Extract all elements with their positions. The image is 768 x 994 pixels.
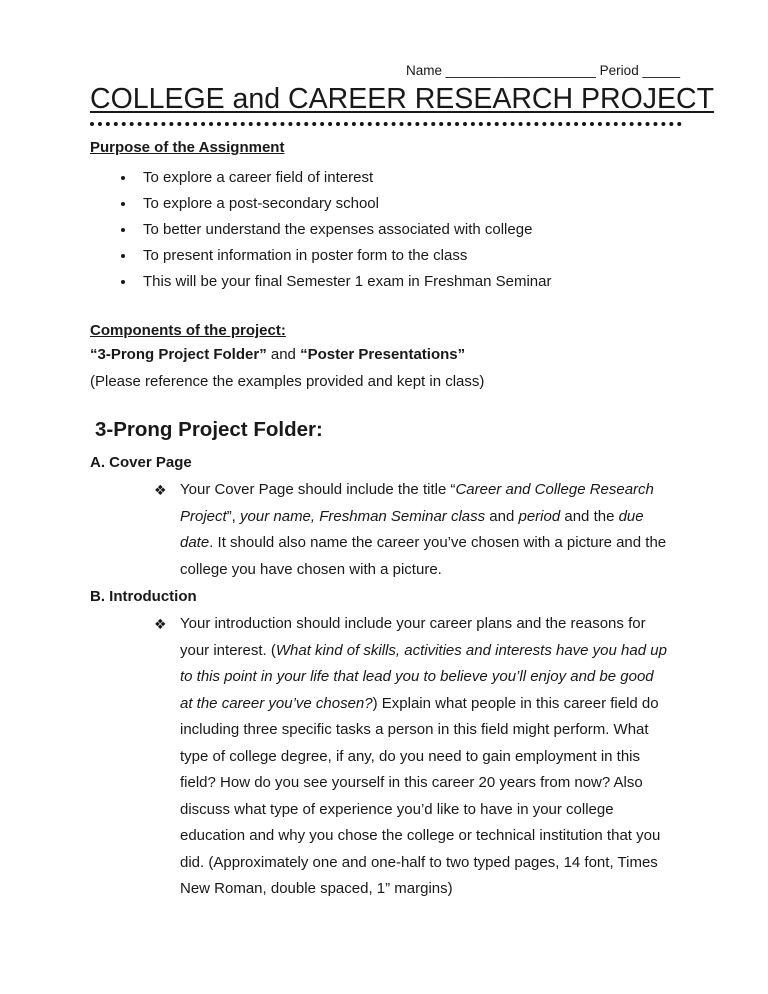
purpose-bullet-list [90, 165, 682, 295]
bullet-item: • To present information in poster form to the class [136, 243, 682, 269]
diamond-bullet-icon: ❖ [154, 616, 167, 632]
cover-page-paragraph [154, 477, 668, 583]
section-label-introduction: B. Introduction [90, 588, 197, 605]
diamond-bullet-icon: ❖ [154, 482, 167, 498]
bullet-item: • To explore a post-secondary school [136, 191, 682, 217]
components-heading: Components of the project: [90, 322, 286, 339]
name-period-line: Name ____________________ Period _____ [406, 63, 680, 78]
components-note: (Please reference the examples provided and kept in class) [90, 373, 485, 390]
purpose-heading: Purpose of the Assignment [90, 139, 285, 156]
components-line: “3-Prong Project Folder” and “Poster Presentations” [90, 346, 466, 363]
document-title: COLLEGE and CAREER RESEARCH PROJECT [90, 83, 715, 115]
section-label-cover-page: A. Cover Page [90, 454, 192, 471]
introduction-paragraph [154, 611, 668, 903]
bullet-item: • This will be your final Semester 1 exam in Freshman Seminar [136, 269, 682, 295]
cover-page-text: Your Cover Page should include the title “Career and College Research Project”, your name, Freshman Seminar class and period and the due date. It should also name the career you’ve chosen with a picture and the college you have chosen with a picture. [180, 481, 667, 578]
components-section [90, 321, 682, 395]
bullet-item: • To explore a career field of interest [136, 165, 682, 191]
title-dotted-divider [90, 82, 715, 126]
introduction-text: Your introduction should include your career plans and the reasons for your interest. (What kind of skills, activities and interests have you had up to this point in your life that lead you to believe you’ll enjoy and be good at the career you’ve chosen?) Explain what people in this career field do including three specific tasks a person in this field might perform. What type of college degree, if any, do you need to gain employment in this field? How do you see yourself in this career 20 years from now? Also discuss what type of experience you’d like to have in your college education and why you chose the college or technical institution that you did. (Approximately one and one-half to two typed pages, 14 font, Times New Roman, double spaced, 1” margins) [180, 615, 667, 897]
folder-heading: 3-Prong Project Folder: [95, 418, 323, 441]
bullet-item: • To better understand the expenses associated with college [136, 217, 682, 243]
